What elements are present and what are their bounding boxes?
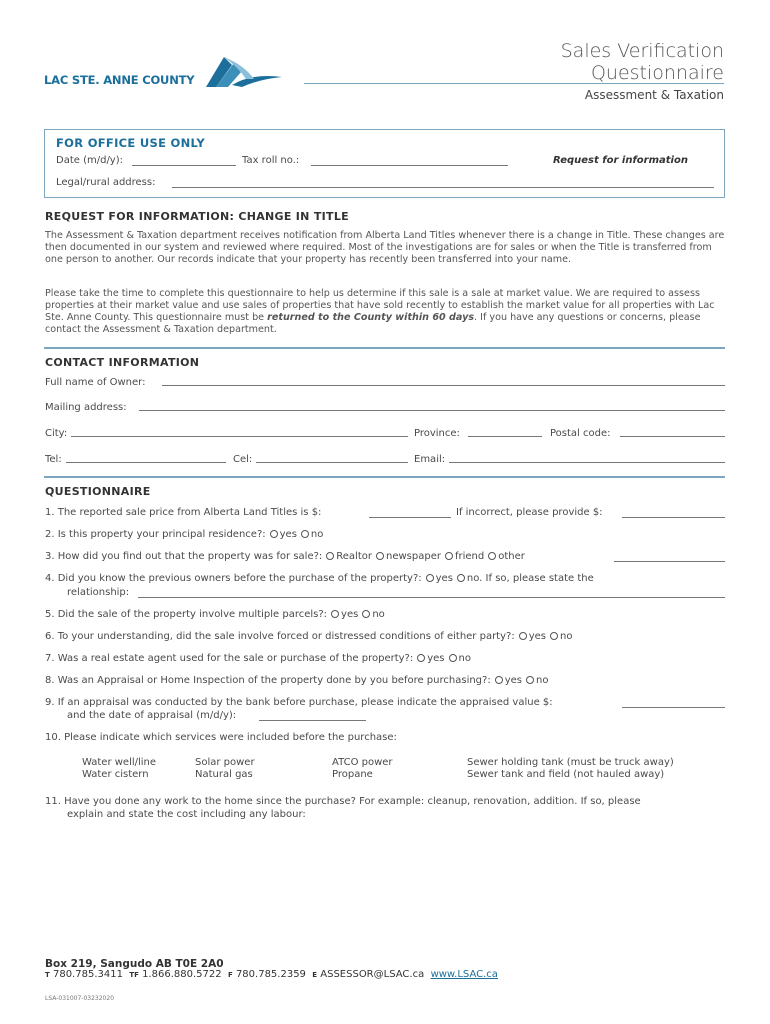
- footer-address: Box 219, Sangudo AB T0E 2A0: [45, 958, 224, 970]
- question-11-explain-text: explain and state the cost including any labour:: [67, 809, 306, 820]
- section-separator: [44, 347, 725, 349]
- form-subtitle: Assessment & Taxation: [584, 88, 724, 102]
- email-field[interactable]: [449, 462, 725, 463]
- request-info-label: Request for information: [553, 155, 688, 166]
- legal-address-label: Legal/rural address:: [56, 177, 156, 188]
- tel-label: Tel:: [45, 454, 62, 465]
- question-6: 6. To your understanding, did the sale involve forced or distressed conditions of either party?: yes no: [45, 631, 573, 642]
- question-1-incorrect-text: If incorrect, please provide $:: [456, 507, 603, 518]
- office-use-title: FOR OFFICE USE ONLY: [56, 136, 206, 150]
- question-2: 2. Is this property your principal residence?: yes no: [45, 529, 324, 540]
- province-field[interactable]: [468, 436, 542, 437]
- question-3-text: 3. How did you find out that the property was for sale?:: [45, 551, 323, 562]
- service-atco-power[interactable]: ATCO power: [332, 757, 393, 768]
- q3-other-radio[interactable]: [488, 552, 496, 560]
- footer-contact-line: T 780.785.3411 TF 1.866.880.5722 F 780.785.2359 E ASSESSOR@LSAC.ca www.LSAC.ca: [45, 969, 498, 980]
- postal-code-label: Postal code:: [550, 428, 611, 439]
- cel-label: Cel:: [233, 454, 253, 465]
- city-label: City:: [45, 428, 68, 439]
- question-2-text: 2. Is this property your principal residence?:: [45, 529, 266, 540]
- question-4: 4. Did you know the previous owners before the purchase of the property?: yes no. If so, please state the: [45, 573, 594, 584]
- county-logo-icon: [202, 55, 284, 89]
- postal-code-field[interactable]: [620, 436, 725, 437]
- questionnaire-heading: QUESTIONNAIRE: [45, 485, 151, 498]
- relationship-field[interactable]: [138, 597, 725, 598]
- q3-friend-radio[interactable]: [445, 552, 453, 560]
- question-5: 5. Did the sale of the property involve multiple parcels?: yes no: [45, 609, 385, 620]
- question-7: 7. Was a real estate agent used for the sale or purchase of the property?: yes no: [45, 653, 471, 664]
- appraised-value-field[interactable]: [622, 707, 725, 708]
- request-heading: REQUEST FOR INFORMATION: CHANGE IN TITLE: [45, 210, 349, 223]
- question-4-text: 4. Did you know the previous owners before the purchase of the property?:: [45, 573, 422, 584]
- cel-field[interactable]: [256, 462, 408, 463]
- q3-other-field[interactable]: [614, 561, 725, 562]
- appraisal-date-field[interactable]: [259, 720, 366, 721]
- q8-yes-radio[interactable]: [495, 676, 503, 684]
- toll-free-number: 1.866.880.5722: [142, 969, 222, 980]
- q2-no-radio[interactable]: [301, 530, 309, 538]
- question-1-text: 1. The reported sale price from Alberta Land Titles is $:: [45, 507, 322, 518]
- mailing-address-field[interactable]: [139, 410, 725, 411]
- corrected-price-field[interactable]: [622, 517, 725, 518]
- q4-yes-radio[interactable]: [426, 574, 434, 582]
- legal-address-field[interactable]: [172, 187, 714, 188]
- q3-realtor-radio[interactable]: [326, 552, 334, 560]
- q2-yes-radio[interactable]: [270, 530, 278, 538]
- question-11-text: 11. Have you done any work to the home since the purchase? For example: cleanup, renovation, addition. If so, please: [45, 796, 641, 807]
- form-title-line1: Sales Verification: [560, 40, 724, 62]
- q4-no-radio[interactable]: [457, 574, 465, 582]
- question-8: 8. Was an Appraisal or Home Inspection of the property done by you before purchasing?: yes no: [45, 675, 549, 686]
- form-code: LSA-031007-03232020: [45, 995, 115, 1002]
- service-propane[interactable]: Propane: [332, 769, 373, 780]
- tax-roll-field[interactable]: [311, 165, 508, 166]
- date-label: Date (m/d/y):: [56, 155, 123, 166]
- question-6-text: 6. To your understanding, did the sale involve forced or distressed conditions of either party?:: [45, 631, 515, 642]
- service-solar-power[interactable]: Solar power: [195, 757, 255, 768]
- phone-number: 780.785.3411: [52, 969, 123, 980]
- q8-no-radio[interactable]: [526, 676, 534, 684]
- fax-number: 780.785.2359: [235, 969, 306, 980]
- question-9-text: 9. If an appraisal was conducted by the bank before purchase, please indicate the appraised value $:: [45, 697, 553, 708]
- question-8-text: 8. Was an Appraisal or Home Inspection of the property done by you before purchasing?:: [45, 675, 491, 686]
- province-label: Province:: [414, 428, 460, 439]
- email-address: ASSESSOR@LSAC.ca: [320, 969, 425, 980]
- contact-heading: CONTACT INFORMATION: [45, 356, 200, 369]
- owner-name-field[interactable]: [162, 385, 725, 386]
- service-sewer-tank-field[interactable]: Sewer tank and field (not hauled away): [467, 769, 665, 780]
- request-paragraph-1: The Assessment & Taxation department receives notification from Alberta Land Titles whenever there is a change in Title. These changes are then documented in our system and reviewed where required. Most of the investigations are for sales or when the Title is transferred from one person to another. Our records indicate that your property has recently been transferred into your name.: [45, 230, 725, 265]
- email-label: Email:: [414, 454, 446, 465]
- return-deadline-text: returned to the County within 60 days: [267, 312, 475, 323]
- city-field[interactable]: [71, 436, 408, 437]
- q6-yes-radio[interactable]: [519, 632, 527, 640]
- date-field[interactable]: [132, 165, 236, 166]
- tax-roll-label: Tax roll no.:: [242, 155, 300, 166]
- question-7-text: 7. Was a real estate agent used for the sale or purchase of the property?:: [45, 653, 414, 664]
- website-link[interactable]: www.LSAC.ca: [430, 969, 498, 980]
- service-water-well[interactable]: Water well/line: [82, 757, 157, 768]
- request-paragraph-2: Please take the time to complete this questionnaire to help us determine if this sale is a sale at market value. We are required to assess properties at their market value and use sales of properties that have sold recently to establish the market value for all properties with Lac Ste. Anne County. This questionnaire must be returned to the County within 60 days. If you have any questions or concerns, please contact the Assessment & Taxation department.: [45, 288, 715, 335]
- q5-no-radio[interactable]: [362, 610, 370, 618]
- service-water-cistern[interactable]: Water cistern: [82, 769, 149, 780]
- sale-price-field[interactable]: [369, 517, 451, 518]
- q5-yes-radio[interactable]: [331, 610, 339, 618]
- tel-field[interactable]: [66, 462, 226, 463]
- q3-newspaper-radio[interactable]: [376, 552, 384, 560]
- q6-no-radio[interactable]: [550, 632, 558, 640]
- service-natural-gas[interactable]: Natural gas: [195, 769, 253, 780]
- question-4-relationship-label: relationship:: [67, 587, 130, 598]
- question-5-text: 5. Did the sale of the property involve multiple parcels?:: [45, 609, 328, 620]
- q7-yes-radio[interactable]: [417, 654, 425, 662]
- question-10-text: 10. Please indicate which services were included before the purchase:: [45, 732, 397, 743]
- question-9-date-label: and the date of appraisal (m/d/y):: [67, 710, 237, 721]
- form-title-line2: Questionnaire: [590, 62, 724, 84]
- q7-no-radio[interactable]: [449, 654, 457, 662]
- question-3: 3. How did you find out that the property was for sale?: Realtor newspaper friend other: [45, 551, 525, 562]
- owner-name-label: Full name of Owner:: [45, 377, 146, 388]
- service-sewer-holding-tank[interactable]: Sewer holding tank (must be truck away): [467, 757, 674, 768]
- section-separator: [44, 476, 725, 478]
- county-logo-text: LAC STE. ANNE COUNTY: [44, 73, 195, 87]
- mailing-address-label: Mailing address:: [45, 402, 127, 413]
